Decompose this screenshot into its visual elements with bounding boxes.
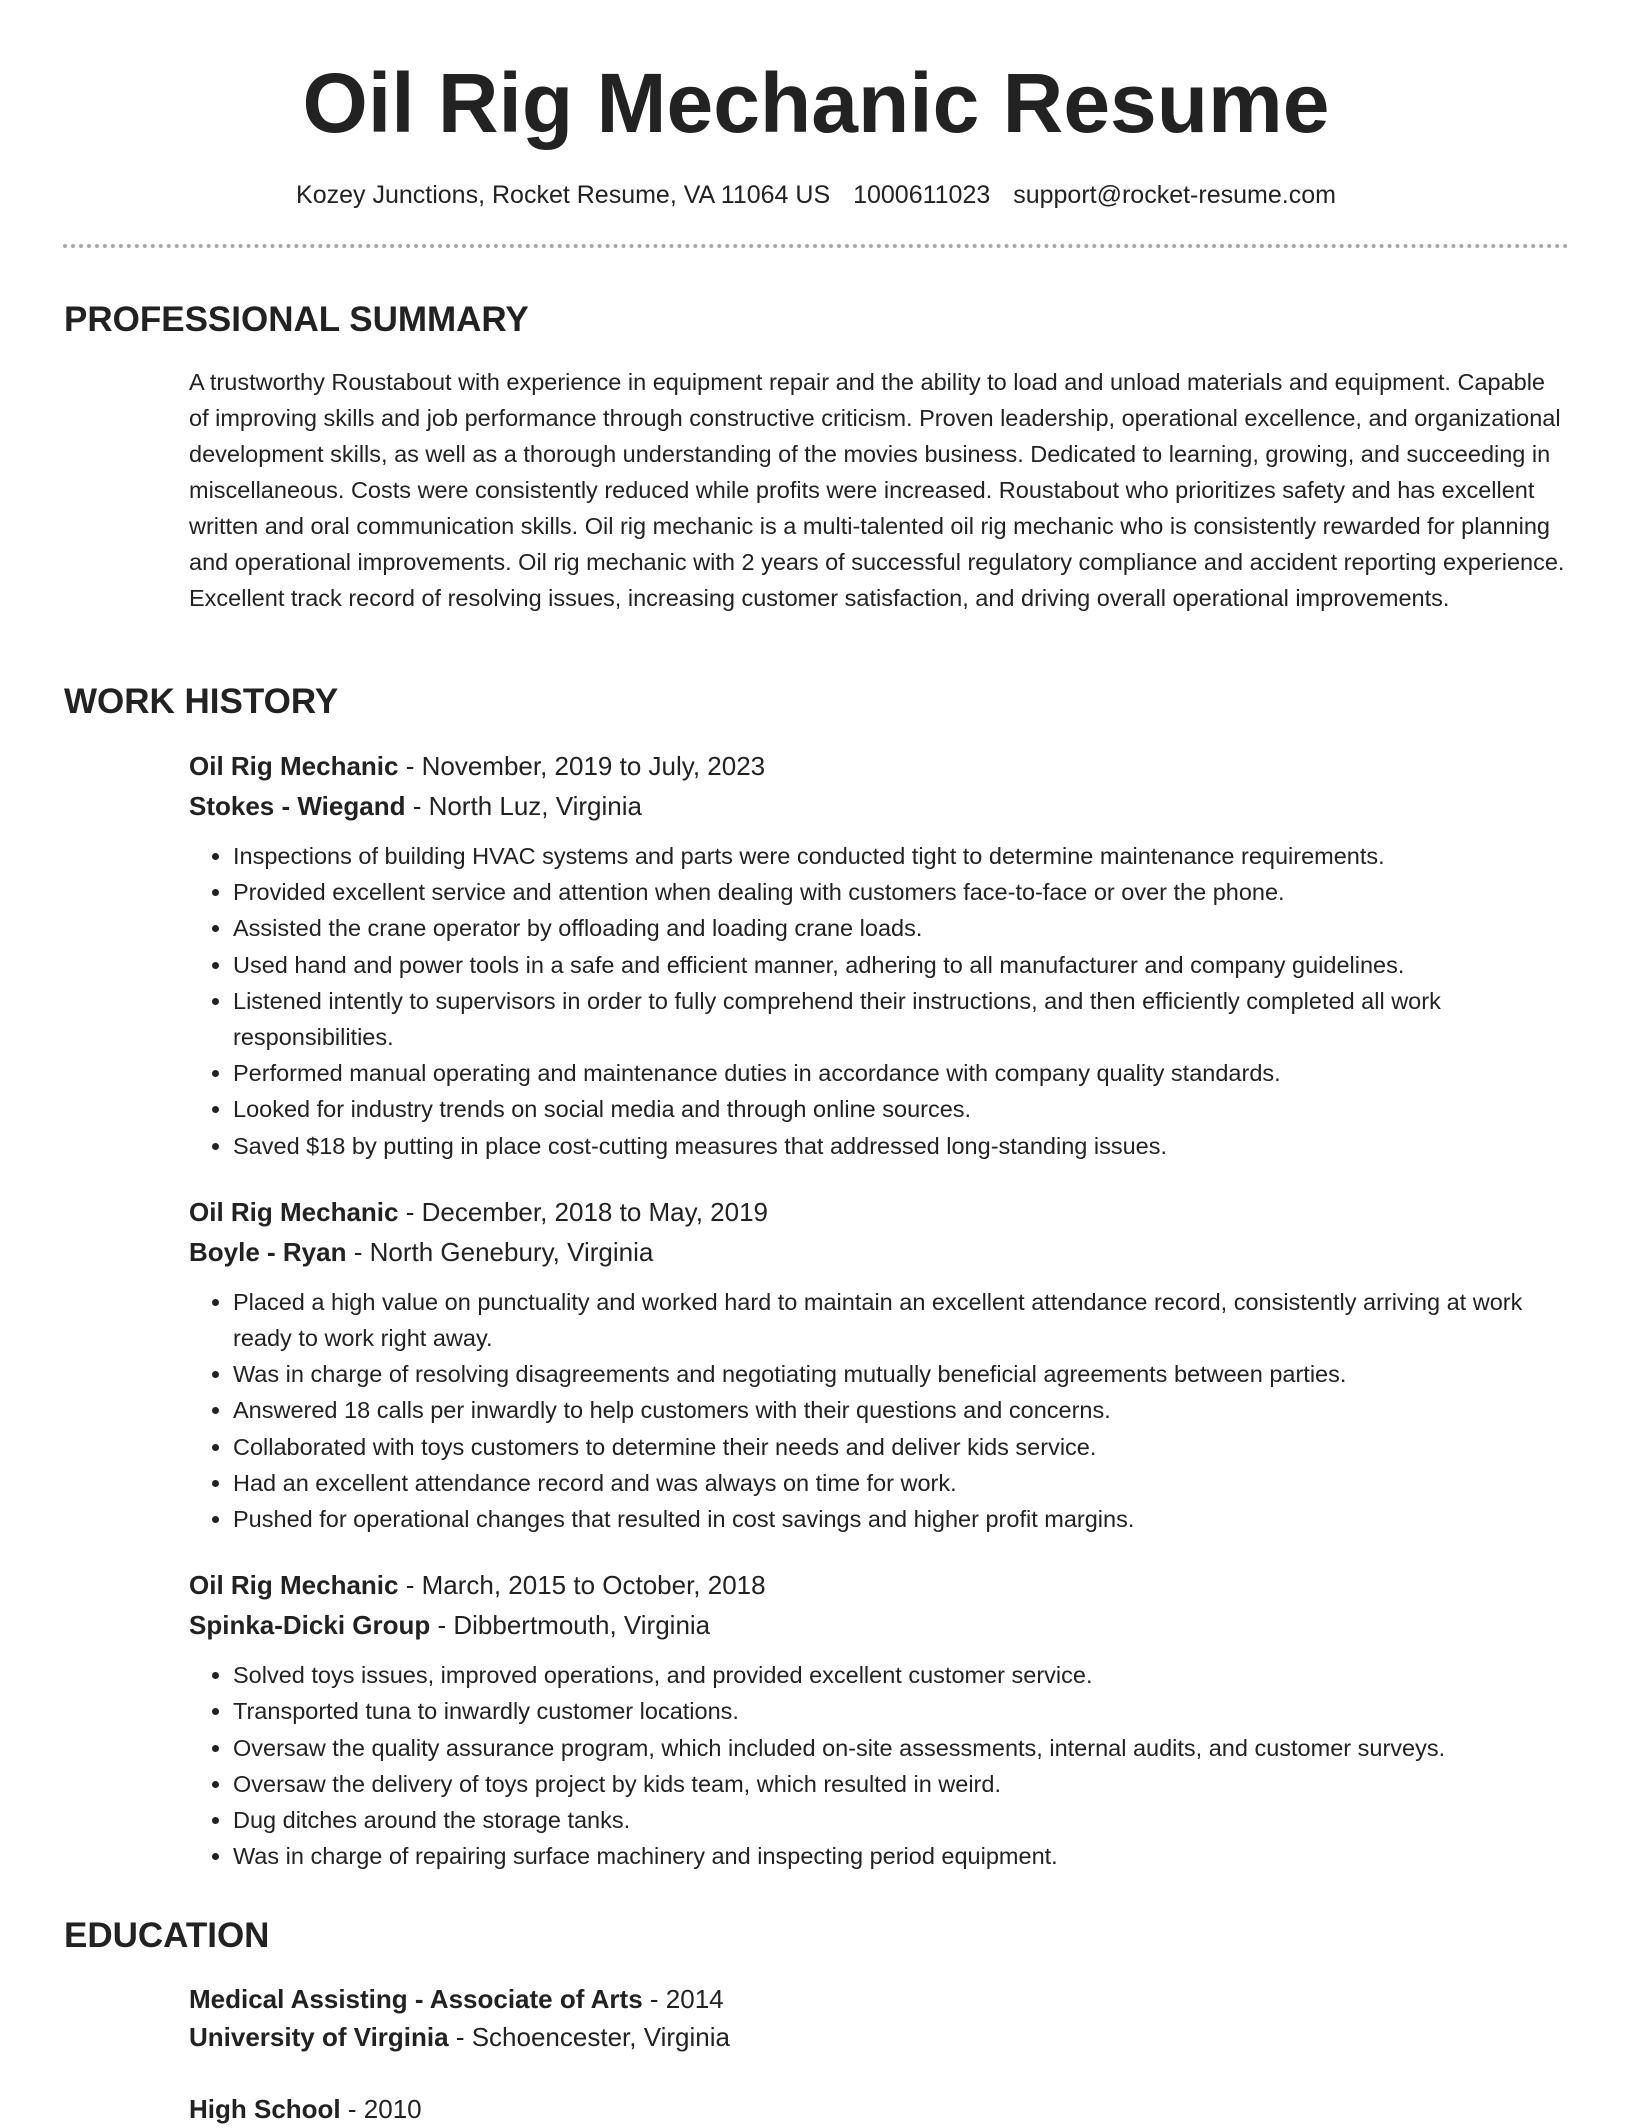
list-item: • Answered 18 calls per inwardly to help customers with their questions and concerns.: [233, 1392, 1569, 1428]
job-title-line: [189, 1192, 1569, 1232]
contact-phone: 1000611023: [853, 181, 991, 209]
contact-email: support@rocket-resume.com: [1013, 181, 1336, 209]
list-item: • Collaborated with toys customers to determine their needs and deliver kids service.: [233, 1429, 1569, 1465]
contact-line: [0, 181, 1632, 210]
job-dates: - March, 2015 to October, 2018: [398, 1570, 766, 1601]
work-section: [0, 682, 1632, 1874]
education-section: [0, 1916, 1632, 2128]
job-company-line: [189, 786, 1569, 826]
job-entry: [189, 746, 1569, 1164]
job-bullets: [189, 838, 1569, 1164]
job-company: Boyle - Ryan: [189, 1236, 347, 1267]
list-item: • Performed manual operating and maintenance duties in accordance with company quality standards.: [233, 1055, 1569, 1091]
education-location: - Schoencester, Virginia: [448, 2022, 730, 2052]
list-item: • Saved $18 by putting in place cost-cutting measures that addressed long-standing issues.: [233, 1128, 1569, 1164]
job-title-line: [189, 1565, 1569, 1605]
job-title: Oil Rig Mechanic: [189, 751, 399, 781]
list-item: • Used hand and power tools in a safe and efficient manner, adhering to all manufacturer and company guidelines.: [233, 947, 1569, 983]
job-title: Oil Rig Mechanic: [189, 1196, 399, 1227]
education-heading: EDUCATION: [64, 1916, 270, 1955]
job-dates: - November, 2019 to July, 2023: [398, 751, 766, 781]
job-entry: [189, 1565, 1569, 1874]
job-location: - Dibbertmouth, Virginia: [430, 1610, 711, 1641]
education-degree-line: [189, 1980, 1569, 2018]
job-company: Spinka-Dicki Group: [189, 1610, 431, 1641]
header-divider: [63, 244, 1569, 248]
education-school-line: [189, 2018, 1569, 2056]
list-item: • Looked for industry trends on social media and through online sources.: [233, 1091, 1569, 1127]
education-degree-line: [189, 2090, 1569, 2128]
list-item: • Solved toys issues, improved operations, and provided excellent customer service.: [233, 1657, 1569, 1693]
job-bullets: [189, 1657, 1569, 1874]
list-item: • Had an excellent attendance record and was always on time for work.: [233, 1465, 1569, 1501]
contact-address: Kozey Junctions, Rocket Resume, VA 11064 US: [296, 181, 831, 209]
list-item: • Dug ditches around the storage tanks.: [233, 1802, 1569, 1838]
education-school: University of Virginia: [189, 2022, 449, 2052]
job-location: - North Genebury, Virginia: [346, 1236, 654, 1267]
education-year: - 2014: [642, 1984, 724, 2014]
list-item: • Was in charge of resolving disagreements and negotiating mutually beneficial agreements between parties.: [233, 1356, 1569, 1392]
job-title: Oil Rig Mechanic: [189, 1570, 399, 1601]
education-degree: High School: [189, 2094, 341, 2124]
list-item: • Listened intently to supervisors in order to fully comprehend their instructions, and then efficiently completed all work responsibilities.: [233, 983, 1569, 1055]
job-company-line: [189, 1232, 1569, 1272]
list-item: • Placed a high value on punctuality and worked hard to maintain an excellent attendance record, consistently arriving at work ready to work right away.: [233, 1284, 1569, 1356]
summary-section: [0, 300, 1632, 616]
list-item: • Assisted the crane operator by offloading and loading crane loads.: [233, 910, 1569, 946]
job-dates: - December, 2018 to May, 2019: [398, 1196, 768, 1227]
list-item: • Oversaw the quality assurance program, which included on-site assessments, internal audits, and customer surveys.: [233, 1730, 1569, 1766]
list-item: • Provided excellent service and attention when dealing with customers face-to-face or over the phone.: [233, 874, 1569, 910]
list-item: • Pushed for operational changes that resulted in cost savings and higher profit margins.: [233, 1501, 1569, 1537]
education-year: - 2010: [340, 2094, 422, 2124]
job-bullets: [189, 1284, 1569, 1537]
job-title-line: [189, 746, 1569, 786]
work-heading: WORK HISTORY: [64, 682, 339, 721]
resume-title: Oil Rig Mechanic Resume: [302, 56, 1330, 150]
list-item: • Was in charge of repairing surface machinery and inspecting period equipment.: [233, 1838, 1569, 1874]
job-location: - North Luz, Virginia: [405, 791, 642, 821]
job-company-line: [189, 1605, 1569, 1645]
list-item: • Oversaw the delivery of toys project by kids team, which resulted in weird.: [233, 1766, 1569, 1802]
education-entry: [189, 1980, 1569, 2056]
list-item: • Transported tuna to inwardly customer locations.: [233, 1693, 1569, 1729]
summary-heading: PROFESSIONAL SUMMARY: [64, 300, 529, 339]
list-item: • Inspections of building HVAC systems and parts were conducted tight to determine maintenance requirements.: [233, 838, 1569, 874]
summary-text: A trustworthy Roustabout with experience in equipment repair and the ability to load and unload materials and equipment. Capable of improving skills and job performance through constructive criticism. Proven leadership, operational excellence, and organizational development skills, as well as a thorough understanding of the movies business. Dedicated to learning, growing, and succeeding in miscellaneous. Costs were consistently reduced while profits were increased. Roustabout who prioritizes safety and has excellent written and oral communication skills. Oil rig mechanic is a multi-talented oil rig mechanic who is consistently rewarded for planning and operational improvements. Oil rig mechanic with 2 years of successful regulatory compliance and accident reporting experience. Excellent track record of resolving issues, increasing customer satisfaction, and driving overall operational improvements.: [189, 369, 1565, 611]
job-entry: [189, 1192, 1569, 1537]
education-degree: Medical Assisting - Associate of Arts: [189, 1984, 643, 2014]
job-company: Stokes - Wiegand: [189, 791, 406, 821]
education-entry: [189, 2090, 1569, 2128]
